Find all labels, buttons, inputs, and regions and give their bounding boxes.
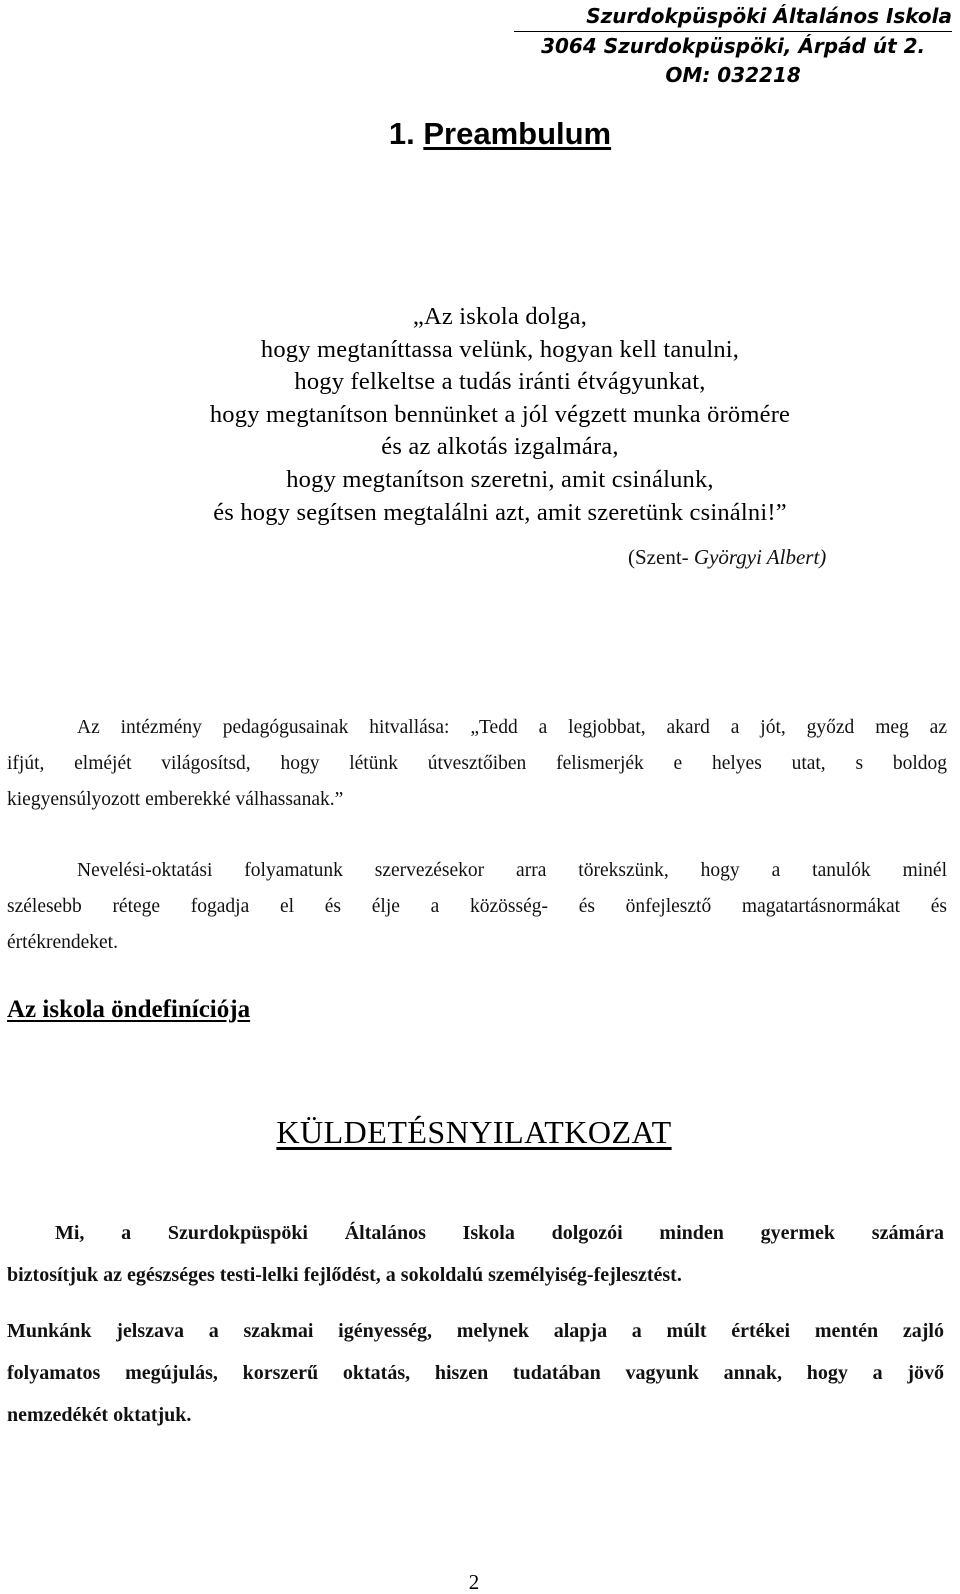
paragraph-line: Munkánk jelszava a szakmai igényesség, melynek alapja a múlt értékei mentén zajló <box>7 1320 944 1342</box>
paragraph-line: Mi, a Szurdokpüspöki Általános Iskola dolgozói minden gyermek számára <box>55 1222 944 1244</box>
header-address: 3064 Szurdokpüspöki, Árpád út 2. <box>541 34 926 58</box>
goals-paragraph <box>7 853 947 961</box>
paragraph-line: Az intézmény pedagógusainak hitvallása: „Tedd a legjobbat, akard a jót, győzd meg az <box>77 717 947 738</box>
motto-quote <box>0 301 960 529</box>
mission-paragraph-1 <box>7 1212 944 1296</box>
page-number: 2 <box>468 1570 480 1594</box>
paragraph-line: biztosítjuk az egészséges testi-lelki fejlődést, a sokoldalú személyiség-fejlesztést. <box>7 1264 682 1286</box>
quote-line: hogy megtaníttassa velünk, hogyan kell tanulni, <box>260 335 740 363</box>
header-school-name: Szurdokpüspöki Általános Iskola <box>514 2 952 32</box>
paragraph-line: értékrendeket. <box>7 932 118 953</box>
section-number: 1. <box>388 116 415 151</box>
quote-line: „Az iskola dolga, <box>412 303 588 330</box>
quote-author <box>628 542 826 572</box>
paragraph-line: ifjút, elméjét világosítsd, hogy létünk útvesztőiben felismerjék e helyes utat, s boldog <box>7 753 947 774</box>
quote-line: és az alkotás izgalmára, <box>381 433 619 461</box>
paragraph-line: kiegyensúlyozott emberekké válhassanak.” <box>7 789 344 810</box>
paragraph-line: folyamatos megújulás, korszerű oktatás, hiszen tudatában vagyunk annak, hogy a jövő <box>7 1362 944 1384</box>
quote-line: hogy megtanítson bennünket a jól végzett munka örömére <box>209 400 791 428</box>
paragraph-line: szélesebb rétege fogadja el és élje a közösség- és önfejlesztő magatartásnormákat és <box>7 896 947 917</box>
mission-paragraph-2 <box>7 1310 944 1436</box>
author-name: Györgyi Albert) <box>693 545 827 569</box>
paragraph-line: Nevelési-oktatási folyamatunk szervezésekor arra törekszünk, hogy a tanulók minél <box>77 860 947 881</box>
section-title-text: Preambulum <box>423 116 612 151</box>
author-prefix: (Szent- <box>628 545 694 569</box>
self-definition-heading: Az iskola öndefiníciója <box>7 996 251 1023</box>
document-header <box>514 2 952 90</box>
paragraph-line: nemzedékét oktatjuk. <box>7 1404 192 1426</box>
credo-paragraph <box>7 710 947 818</box>
header-om-code: OM: 032218 <box>665 63 801 87</box>
quote-line: és hogy segítsen megtalálni azt, amit szeretünk csinálni!” <box>213 498 787 526</box>
section-title-preamble <box>0 112 960 156</box>
quote-line: hogy felkeltse a tudás iránti étvágyunkat, <box>294 368 706 396</box>
quote-line: hogy megtanítson szeretni, amit csinálunk, <box>286 465 714 493</box>
mission-statement-title: KÜLDETÉSNYILATKOZAT <box>276 1114 672 1150</box>
